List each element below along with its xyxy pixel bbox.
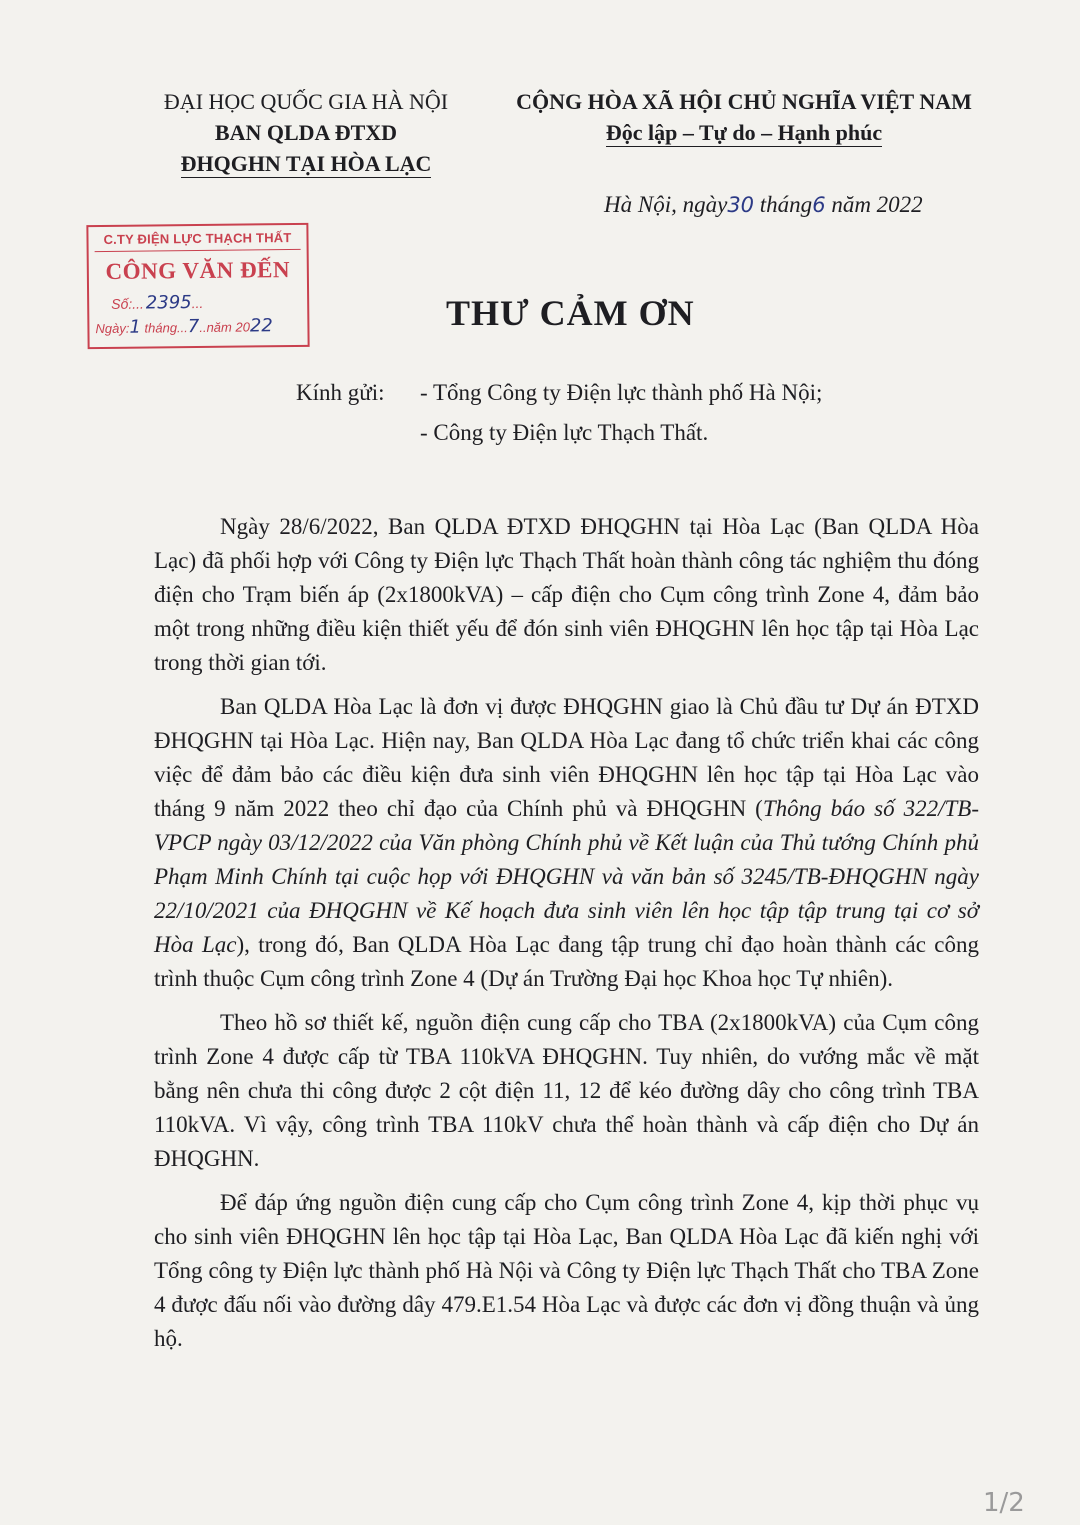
date-year: năm 2022	[831, 192, 923, 217]
document-title: THƯ CẢM ƠN	[446, 293, 695, 333]
stamp-date	[95, 315, 273, 338]
recipient-2: - Công ty Điện lực Thạch Thất.	[420, 420, 709, 445]
stamp-month-value: 7	[187, 315, 200, 338]
date-month-label: tháng	[759, 192, 813, 217]
letter-body	[154, 510, 979, 1356]
paragraph-4: Để đáp ứng nguồn điện cung cấp cho Cụm công trình Zone 4, kịp thời phục vụ cho sinh viên ĐHQGHN lên học tập tại Hòa Lạc, Ban QLDA Hòa Lạc đã kiến nghị với Tổng công ty Điện lực thành phố Hà Nội và Công ty Điện lực Thạch Thất cho TBA Zone 4 được đấu nối vào đường dây 479.E1.54 Hòa Lạc và được các đơn vị đồng thuận và ủng hộ.	[154, 1190, 979, 1351]
stamp-year-label: ..năm 20	[199, 319, 250, 335]
stamp-day-value: 1	[129, 316, 141, 338]
national-title: CỘNG HÒA XÃ HỘI CHỦ NGHĨA VIỆT NAM	[516, 89, 972, 114]
org-parent: ĐẠI HỌC QUỐC GIA HÀ NỘI	[163, 89, 449, 114]
stamp-title: CÔNG VĂN ĐẾN	[105, 257, 291, 284]
header-left	[150, 86, 462, 179]
stamp-number: Số:... 2395...	[111, 292, 204, 314]
paragraph-1: Ngày 28/6/2022, Ban QLDA ĐTXD ĐHQGHN tại Hòa Lạc (Ban QLDA Hòa Lạc) đã phối hợp với Công ty Điện lực Thạch Thất hoàn thành công tác nghiệm thu đóng điện cho Trạm biến áp (2x1800kVA) – cấp điện cho Cụm công trình Zone 4, đảm bảo một trong những điều kiện thiết yếu để đón sinh viên ĐHQGHN lên học tập tại Hòa Lạc trong thời gian tới.	[154, 514, 979, 675]
paragraph-2-tail: ), trong đó, Ban QLDA Hòa Lạc đang tập trung chỉ đạo hoàn thành các công trình thuộc Cụm công trình Zone 4 (Dự án Trường Đại học Khoa học Tự nhiên).	[154, 932, 979, 991]
stamp-number-label: Số:...	[111, 295, 144, 312]
stamp-number-value: 2395	[145, 292, 192, 314]
national-motto: Độc lập – Tự do – Hạnh phúc	[605, 120, 883, 145]
stamp-day-label: Ngày:	[95, 320, 130, 337]
recipient-1: - Tổng Công ty Điện lực thành phố Hà Nội;	[420, 380, 823, 405]
org-unit: BAN QLDA ĐTXD	[214, 120, 398, 145]
date-month: 6	[812, 193, 826, 217]
recipient-label: Kính gửi:	[296, 380, 385, 405]
stamp-organization: C.TY ĐIỆN LỰC THẠCH THẤT	[103, 230, 292, 247]
paragraph-2-lead: Ban QLDA Hòa Lạc là đơn vị được ĐHQGHN giao là Chủ đầu tư Dự án ĐTXD ĐHQGHN tại Hòa Lạc. Hiện nay, Ban QLDA Hòa Lạc đang tổ chức triển khai các công việc để đảm bảo các điều kiện đưa sinh viên ĐHQGHN lên học tập tại Hòa Lạc vào tháng 9 năm 2022 theo chỉ đạo của Chính phủ và ĐHQGHN (	[154, 694, 979, 821]
incoming-document-stamp	[86, 223, 309, 349]
paragraph-3: Theo hồ sơ thiết kế, nguồn điện cung cấp cho TBA (2x1800kVA) của Cụm công trình Zone 4 được cấp từ TBA 110kVA ĐHQGHN. Tuy nhiên, do vướng mắc về mặt bằng nên chưa thi công được 2 cột điện 11, 12 để kéo đường dây cho công trình TBA 110kVA. Vì vậy, công trình TBA 110kV chưa thể hoàn thành và cấp điện cho Dự án ĐHQGHN.	[154, 1010, 979, 1171]
date-line	[604, 192, 923, 218]
stamp-month-label: tháng...	[144, 320, 188, 336]
date-place: Hà Nội, ngày	[604, 192, 728, 217]
paragraph-2	[154, 690, 979, 996]
stamp-divider	[95, 249, 301, 252]
org-unit-location: ĐHQGHN TẠI HÒA LẠC	[180, 151, 432, 176]
header-right	[494, 86, 994, 148]
page-indicator: 1/2	[983, 1488, 1025, 1518]
paragraph-2-citation: Thông báo số 322/TB-VPCP ngày 03/12/2022 của Văn phòng Chính phủ về Kết luận của Thủ tướng Chính phủ Phạm Minh Chính tại cuộc họp với ĐHQGHN và văn bản số 3245/TB-ĐHQGHN ngày 22/10/2021 của ĐHQGHN về Kế hoạch đưa sinh viên lên học tập tập trung tại cơ sở Hòa Lạc	[154, 796, 979, 957]
stamp-year-value: 22	[249, 315, 273, 337]
date-day: 30	[727, 193, 755, 217]
